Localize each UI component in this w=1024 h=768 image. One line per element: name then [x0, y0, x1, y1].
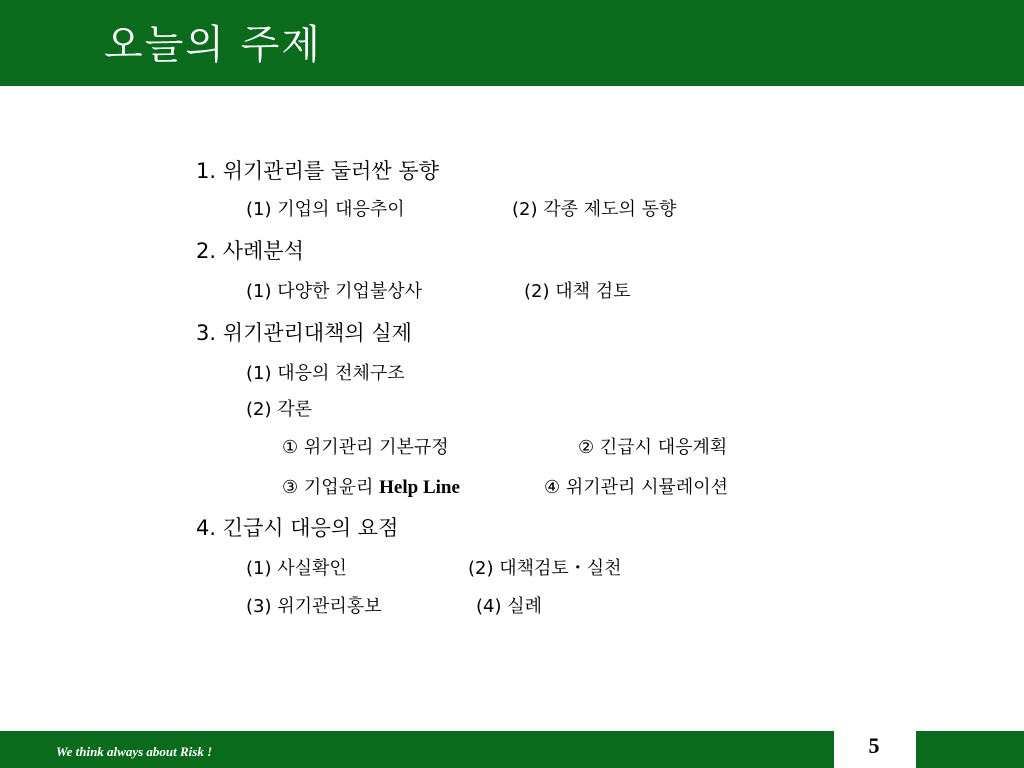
section-2-item-2: (2) 대책 검토: [524, 281, 631, 302]
section-4-heading: 4. 긴급시 대응의 요점: [196, 516, 399, 540]
section-4-item-1: (1) 사실확인: [246, 558, 347, 579]
section-1-item-1: (1) 기업의 대응추이: [246, 199, 405, 220]
section-2-heading: 2. 사례분석: [196, 239, 304, 263]
section-3-item-2: (2) 각론: [246, 399, 312, 420]
section-3-sub-3-text: ③ 기업윤리: [282, 477, 380, 498]
section-3-heading: 3. 위기관리대책의 실제: [196, 321, 412, 345]
section-3-sub-4: ④ 위기관리 시뮬레이션: [544, 477, 729, 498]
section-3-item-1: (1) 대응의 전체구조: [246, 363, 405, 384]
section-3-sub-2: ② 긴급시 대응계획: [578, 437, 728, 458]
footer-slogan: We think always about Risk !: [56, 744, 213, 759]
page-number: 5: [868, 733, 880, 758]
section-1-item-2: (2) 각종 제도의 동향: [512, 199, 677, 220]
section-3-sub-1: ① 위기관리 기본규정: [282, 437, 449, 458]
section-4-item-2: (2) 대책검토・실천: [468, 558, 622, 579]
section-2-item-1: (1) 다양한 기업불상사: [246, 281, 423, 302]
section-1-heading: 1. 위기관리를 둘러싼 동향: [196, 159, 439, 183]
section-4-item-4: (4) 실례: [476, 596, 542, 617]
slide-title: 오늘의 주제: [104, 22, 322, 68]
section-3-sub-3: [282, 476, 460, 500]
footer-bar-right: [916, 731, 1024, 768]
help-line-text: Help Line: [379, 477, 460, 498]
section-4-item-3: (3) 위기관리홍보: [246, 596, 382, 617]
